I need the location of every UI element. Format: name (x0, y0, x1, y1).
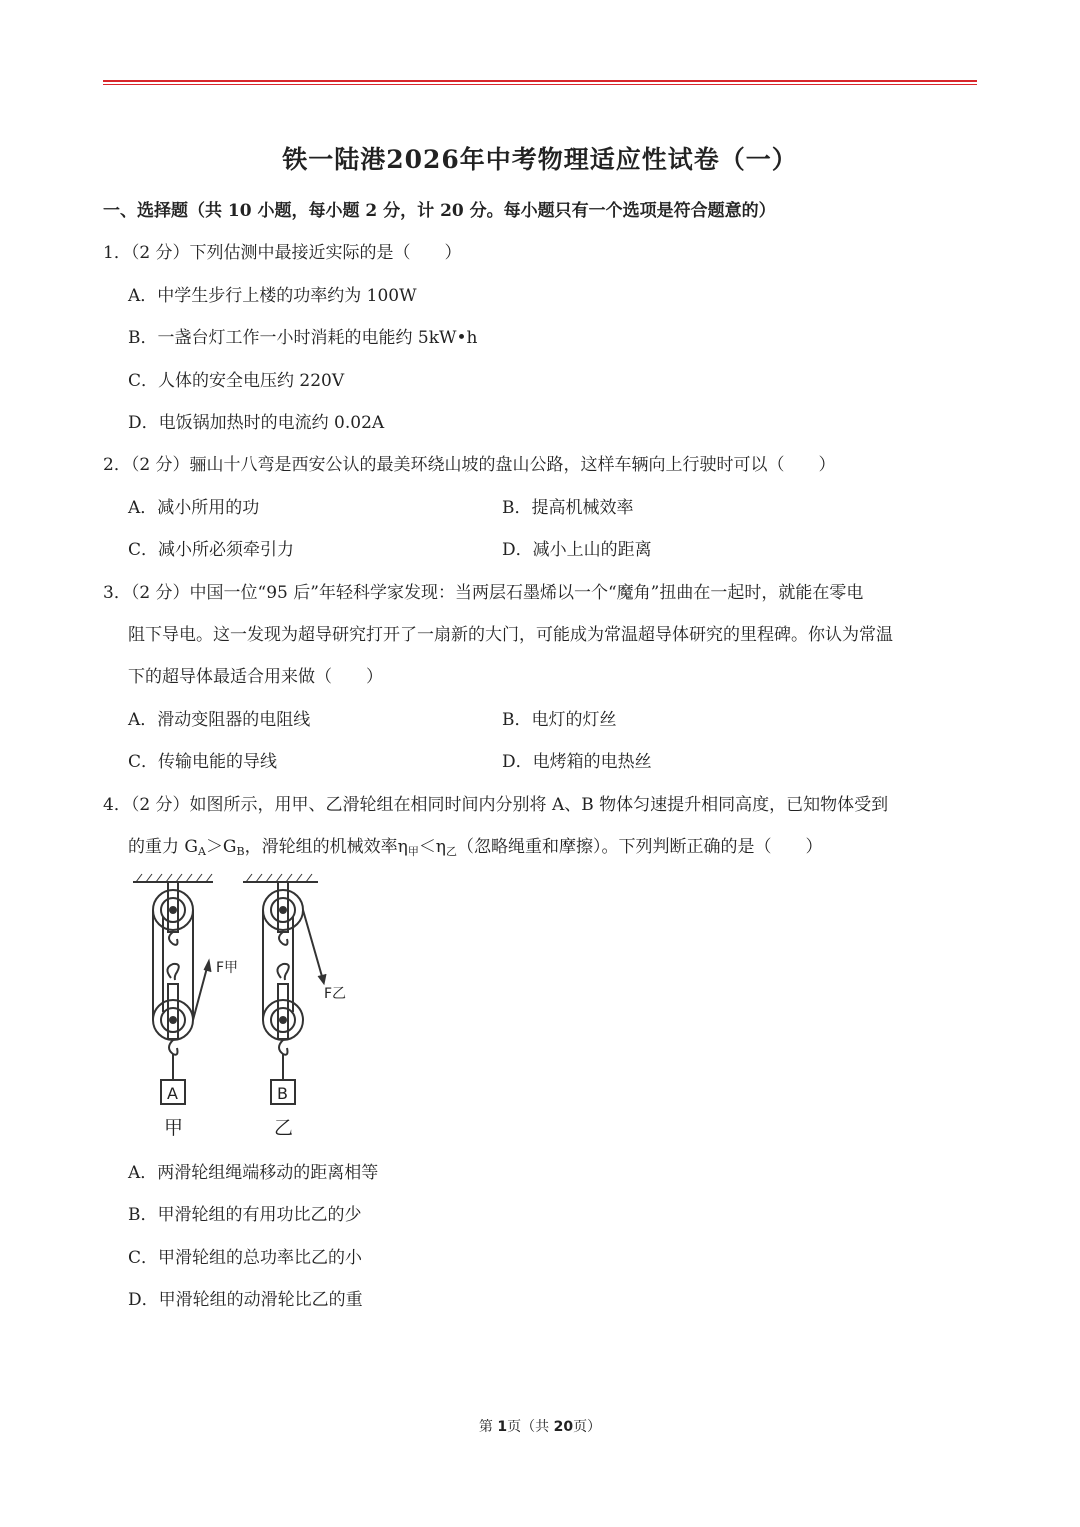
object-b-label: B (277, 1084, 288, 1103)
question-2-option-d: D．减小上山的距离 (502, 540, 652, 560)
question-4-option-b: B．甲滑轮组的有用功比乙的少 (128, 1205, 362, 1225)
question-3-option-c: C．传输电能的导线 (128, 752, 278, 772)
question-1-stem: 1．（2 分）下列估测中最接近实际的是（ ） (103, 243, 462, 263)
section-heading: 一、选择题（共 10 小题，每小题 2 分，计 20 分。每小题只有一个选项是符合题意的） (103, 201, 776, 221)
question-4-option-a: A．两滑轮组绳端移动的距离相等 (128, 1163, 379, 1183)
question-1-option-b: B．一盏台灯工作一小时消耗的电能约 5kW•h (128, 328, 478, 348)
question-4-stem-line-1: 4．（2 分）如图所示，用甲、乙滑轮组在相同时间内分别将 A、B 物体匀速提升相同高度，已知物体受到 (103, 795, 889, 815)
question-3-option-a: A．滑动变阻器的电阻线 (128, 710, 311, 730)
question-2-option-a: A．减小所用的功 (128, 498, 260, 518)
question-3-option-b: B．电灯的灯丝 (502, 710, 617, 730)
page-number: 1 (497, 1419, 508, 1435)
page-total: 20 (553, 1419, 574, 1435)
figure-label-jia: 甲 (164, 1117, 184, 1139)
object-a-label: A (167, 1084, 178, 1103)
figure-label-yi: 乙 (274, 1117, 294, 1139)
header-rule-bottom (103, 84, 977, 85)
force-label-yi: F乙 (324, 986, 347, 1002)
question-4-option-d: D．甲滑轮组的动滑轮比乙的重 (128, 1290, 363, 1310)
question-3-stem-line-3: 下的超导体最适合用来做（ ） (128, 667, 383, 687)
page-footer: 第 1页（共 20页） (478, 1419, 602, 1435)
question-2-stem: 2．（2 分）骊山十八弯是西安公认的最美环绕山坡的盘山公路，这样车辆向上行驶时可以（ ） (103, 455, 836, 475)
question-1-option-a: A．中学生步行上楼的功率约为 100W (128, 286, 417, 306)
question-2-option-c: C．减小所必须牵引力 (128, 540, 295, 560)
question-3-stem-line-2: 阻下导电。这一发现为超导研究打开了一扇新的大门，可能成为常温超导体研究的里程碑。你认为常温 (128, 625, 893, 645)
question-1-option-d: D．电饭锅加热时的电流约 0.02A (128, 413, 385, 433)
question-3-option-d: D．电烤箱的电热丝 (502, 752, 652, 772)
header-rule-top (103, 80, 977, 82)
question-2-option-b: B．提高机械效率 (502, 498, 634, 518)
question-4-option-c: C．甲滑轮组的总功率比乙的小 (128, 1248, 363, 1268)
page-title: 铁一陆港2026年中考物理适应性试卷（一） (282, 145, 798, 174)
pulley-figure (128, 872, 368, 1142)
question-3-stem-line-1: 3．（2 分）中国一位“95 后”年轻科学家发现：当两层石墨烯以一个“魔角”扭曲在一起时，就能在零电 (103, 583, 864, 603)
question-4-stem-line-2: 的重力 $G_A>G_B$，滑轮组的机械效率$\eta_甲<\eta_乙$（忽略绳重和摩擦）。下列判断正确的是（ ） (128, 837, 823, 858)
force-label-jia: F甲 (216, 960, 239, 976)
question-1-option-c: C．人体的安全电压约 220V (128, 371, 345, 391)
